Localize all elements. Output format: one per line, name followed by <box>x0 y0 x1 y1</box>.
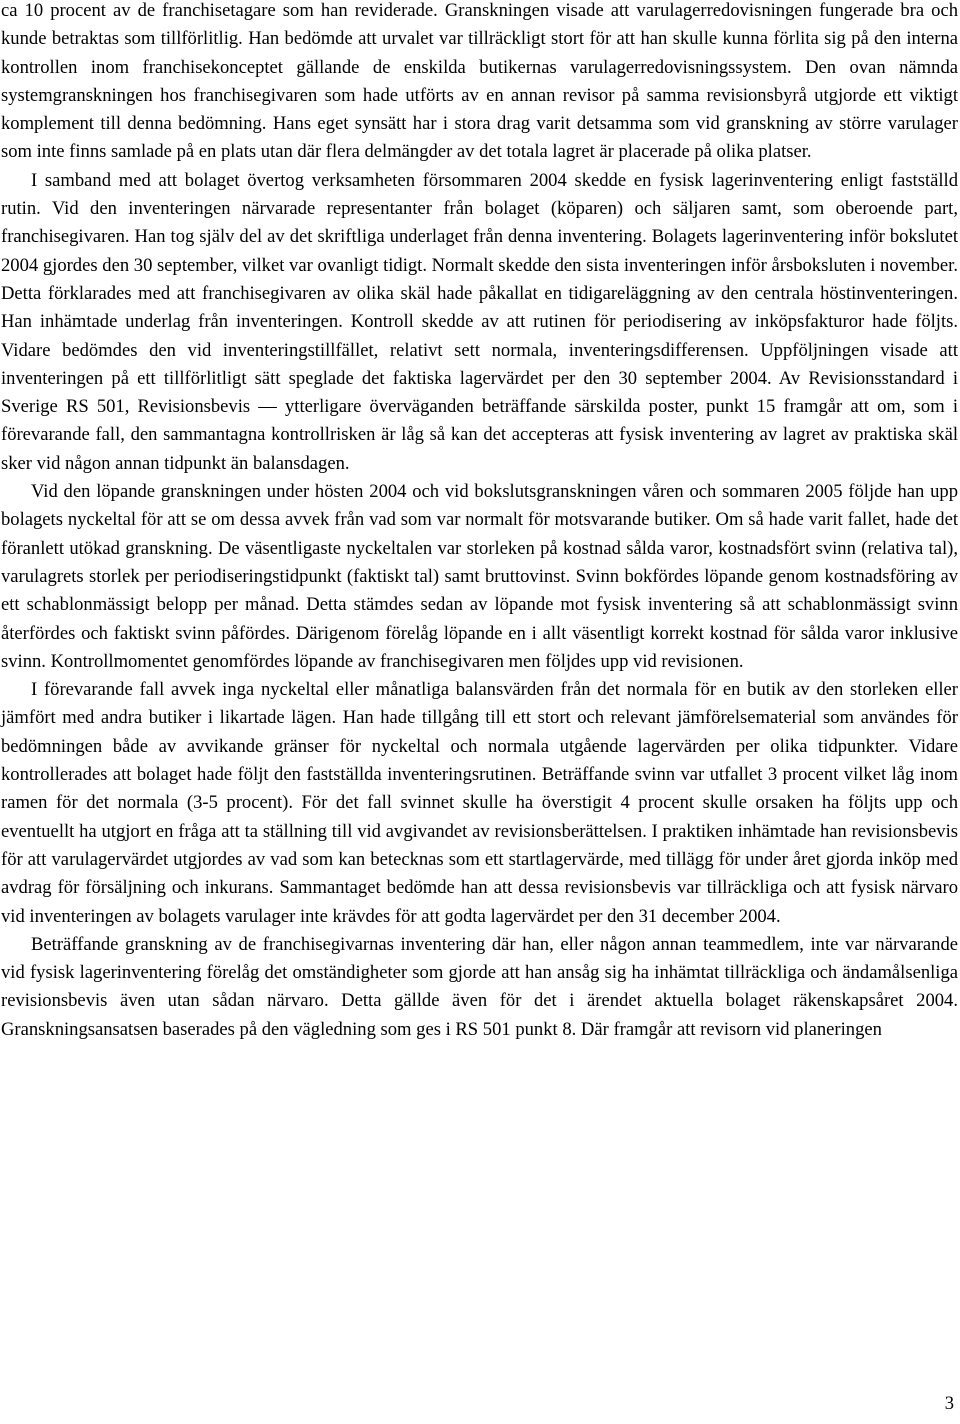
paragraph-2: I samband med att bolaget övertog verksamheten försommaren 2004 skedde en fysisk lagerinventering enligt fastställd rutin. Vid den inventeringen närvarade representanter från bolaget (köparen) och säljaren samt, som oberoende part, franchisegivaren. Han tog själv del av det skriftliga underlaget från denna inventering. Bolagets lagerinventering inför bokslutet 2004 gjordes den 30 september, vilket var ovanligt tidigt. Normalt skedde den sista inventeringen inför årsboksluten i november. Detta förklarades med att franchisegivaren av olika skäl hade påkallat en tidigareläggning av den centrala höstinventeringen. Han inhämtade underlag från inventeringen. Kontroll skedde av att rutinen för periodisering av inköpsfakturor hade följts. Vidare bedömdes den vid inventeringstillfället, relativt sett normala, inventeringsdifferensen. Uppföljningen visade att inventeringen på ett tillförlitligt sätt speglade det faktiska lagervärdet per den 30 september 2004. Av Revisionsstandard i Sverige RS 501, Revisionsbevis — ytterligare överväganden beträffande särskilda poster, punkt 15 framgår att om, som i förevarande fall, den sammantagna kontrollrisken är låg så kan det accepteras att fysisk inventering av lagret av praktiska skäl sker vid någon annan tidpunkt än balansdagen. <box>1 169 958 474</box>
paragraph-5: Beträffande granskning av de franchisegivarnas inventering där han, eller någon annan teammedlem, inte var närvarande vid fysisk lagerinventering förelåg det omständigheter som gjorde att han ansåg sig ha inhämtat tillräckliga och ändamålsenliga revisionsbevis även utan sådan närvaro. Detta gällde även för det i ärendet aktuella bolaget räkenskapsåret 2004. Granskningsansatsen baserades på den vägledning som ges i RS 501 punkt 8. Där framgår att revisorn vid planeringen <box>1 933 958 1040</box>
document-body <box>1 0 958 1044</box>
paragraph-4: I förevarande fall avvek inga nyckeltal eller månatliga balansvärden från det normala för en butik av den storleken eller jämfört med andra butiker i likartade lägen. Han hade tillgång till ett stort och relevant jämförelsematerial som användes för bedömningen både av avvikande gränser för nyckeltal och normala utgående lagervärden per olika tidpunkter. Vidare kontrollerades att bolaget hade följt den fastställda inventeringsrutinen. Beträffande svinn var utfallet 3 procent vilket låg inom ramen för det normala (3-5 procent). För det fall svinnet skulle ha överstigit 4 procent skulle orsaken ha följts upp och eventuellt ha utgjort en fråga att ta ställning till vid avgivandet av revisionsberättelsen. I praktiken inhämtade han revisionsbevis för att varulagervärdet utgjordes av vad som kan betecknas som ett startlagervärde, med tillägg för under året gjorda inköp med avdrag för försäljning och inkurans. Sammantaget bedömde han att dessa revisionsbevis var tillräckliga och att fysisk närvaro vid inventeringen av bolagets varulager inte krävdes för att godta lagervärdet per den 31 december 2004. <box>1 679 958 927</box>
page-number: 3 <box>944 1393 954 1414</box>
paragraph-3: Vid den löpande granskningen under hösten 2004 och vid bokslutsgranskningen våren och sommaren 2005 följde han upp bolagets nyckeltal för att se om dessa avvek från vad som var normalt för motsvarande butiker. Om så hade varit fallet, hade det föranlett utökad granskning. De väsentligaste nyckeltalen var storleken på kostnad sålda varor, kostnadsfört svinn (relativa tal), varulagrets storlek per periodiseringstidpunkt (faktiskt tal) samt bruttovinst. Svinn bokfördes löpande genom kostnadsföring av ett schablonmässigt belopp per månad. Detta stämdes sedan av löpande mot fysisk inventering så att schablonmässigt svinn återfördes och faktiskt svinn påfördes. Därigenom förelåg löpande en i allt väsentligt korrekt kostnad för sålda varor inklusive svinn. Kontrollmomentet genomfördes löpande av franchisegivaren men följdes upp vid revisionen. <box>1 481 958 672</box>
paragraph-1: ca 10 procent av de franchisetagare som han reviderade. Granskningen visade att varulagerredovisningen fungerade bra och kunde betraktas som tillförlitlig. Han bedömde att urvalet var tillräckligt stort för att han skulle kunna förlita sig på den interna kontrollen inom franchisekonceptet gällande de enskilda butikernas varulagerredovisningssystem. Den ovan nämnda systemgranskningen hos franchisegivaren som hade utförts av en annan revisor på samma revisionsbyrå utgjorde ett viktigt komplement till denna bedömning. Hans eget synsätt har i stora drag varit detsamma som vid granskning av större varulager som inte finns samlade på en plats utan där flera delmängder av det totala lagret är placerade på olika platser. <box>1 0 958 163</box>
